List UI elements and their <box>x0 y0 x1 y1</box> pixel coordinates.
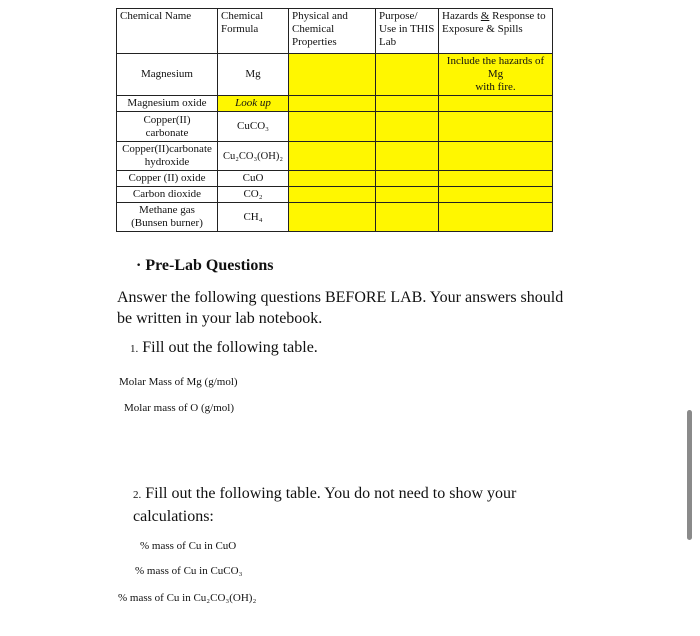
chemical-name-cell: Magnesium oxide <box>117 96 218 112</box>
table-row <box>117 96 553 112</box>
question-2-text: Fill out the following table. You do not need to show your calculations: <box>133 485 517 525</box>
chemical-name-cell: Carbon dioxide <box>117 187 218 203</box>
header-properties: Physical and Chemical Properties <box>289 9 376 54</box>
header-chemical-formula: Chemical Formula <box>218 9 289 54</box>
formula-cell: CH₄ <box>218 203 289 232</box>
underlined-ampersand: & <box>480 10 490 22</box>
purpose-cell <box>376 187 439 203</box>
table-row <box>117 112 553 142</box>
formula-cell: CuO <box>218 171 289 187</box>
table-row <box>117 171 553 187</box>
intro-paragraph: Answer the following questions BEFORE LAB. Your answers should be written in your lab notebook. <box>117 289 564 327</box>
header-hazards <box>439 9 553 54</box>
molar-mass-mg-label: Molar Mass of Mg (g/mol) <box>119 376 238 388</box>
properties-cell <box>289 96 376 112</box>
hazard-cell <box>439 112 553 142</box>
properties-cell <box>289 203 376 232</box>
purpose-cell <box>376 203 439 232</box>
question-1-text: Fill out the following table. <box>142 339 318 356</box>
properties-cell <box>289 171 376 187</box>
hazard-cell <box>439 203 553 232</box>
purpose-cell <box>376 54 439 96</box>
question-1-number: 1. <box>130 343 139 355</box>
hazard-cell <box>439 187 553 203</box>
hazard-cell <box>439 171 553 187</box>
molar-mass-o-label: Molar mass of O (g/mol) <box>124 402 234 414</box>
chemical-table <box>116 8 553 232</box>
formula-cell: CO₂ <box>218 187 289 203</box>
purpose-cell <box>376 142 439 171</box>
formula-cell: CuCO₃ <box>218 112 289 142</box>
header-chemical-name: Chemical Name <box>117 9 218 54</box>
header-purpose: Purpose/ Use in THIS Lab <box>376 9 439 54</box>
chemical-name-cell: Magnesium <box>117 54 218 96</box>
table-header-row <box>117 9 553 54</box>
properties-cell <box>289 187 376 203</box>
hazard-note-cell: Include the hazards of Mg with fire. <box>439 54 553 96</box>
purpose-cell <box>376 112 439 142</box>
question-2-number: 2. <box>133 489 142 501</box>
table-row <box>117 187 553 203</box>
percent-cu-cuo-label: % mass of Cu in CuO <box>140 540 237 552</box>
question-2 <box>133 483 573 527</box>
percent-cu-malachite-label: % mass of Cu in Cu₂CO₃(OH)₂ <box>118 592 257 604</box>
formula-cell: Look up <box>218 96 289 112</box>
purpose-cell <box>376 96 439 112</box>
formula-cell: Mg <box>218 54 289 96</box>
percent-cu-cuco3-label: % mass of Cu in CuCO₃ <box>135 565 243 577</box>
question-1 <box>130 339 318 357</box>
chemical-name-cell: Copper (II) oxide <box>117 171 218 187</box>
hazard-cell <box>439 96 553 112</box>
formula-cell: Cu₂CO₃(OH)₂ <box>218 142 289 171</box>
table-row <box>117 203 553 232</box>
purpose-cell <box>376 171 439 187</box>
chemical-name-cell: Copper(II)carbonate hydroxide <box>117 142 218 171</box>
properties-cell <box>289 112 376 142</box>
table-row <box>117 142 553 171</box>
chemical-name-cell: Copper(II) carbonate <box>117 112 218 142</box>
pre-lab-heading: · Pre-Lab Questions <box>136 257 274 274</box>
properties-cell <box>289 54 376 96</box>
hazard-cell <box>439 142 553 171</box>
table-row <box>117 54 553 96</box>
properties-cell <box>289 142 376 171</box>
scrollbar[interactable] <box>687 410 692 540</box>
chemical-name-cell: Methane gas (Bunsen burner) <box>117 203 218 232</box>
header-hazards-text: Hazards & Response to Exposure & Spills <box>442 10 546 35</box>
